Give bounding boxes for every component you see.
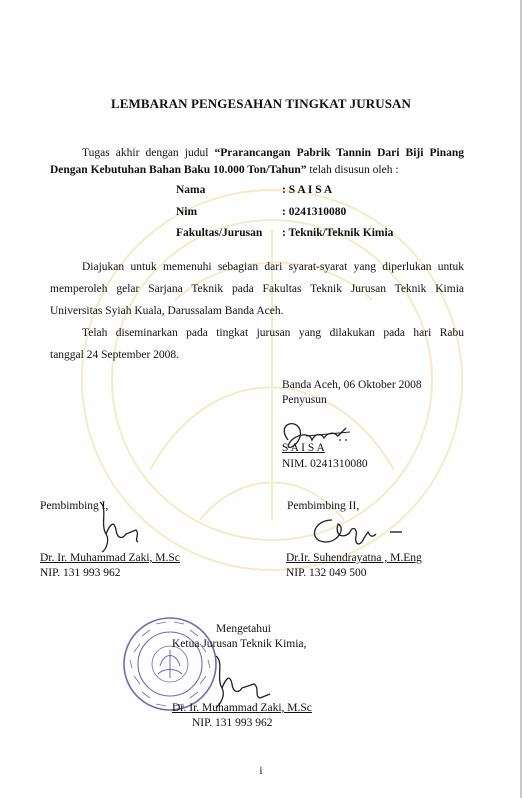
- thesis-title-part-1: “Prarancangan Pabrik Tannin Dari Biji Pinang: [214, 147, 465, 159]
- identity-label-faculty: Fakultas/Jurusan: [176, 227, 263, 239]
- purpose-paragraph: [50, 256, 464, 322]
- place-date: Banda Aceh, 06 Oktober 2008: [282, 379, 422, 391]
- purpose-line-1: Diajukan untuk memenuhi sebagian dari syarat-syarat yang diperlukan untuk: [82, 261, 464, 273]
- author-role: Penyusun: [282, 394, 327, 406]
- author-name: S A I S A: [282, 442, 325, 454]
- approval-label: Mengetahui: [216, 623, 271, 635]
- page-number: i: [259, 765, 263, 777]
- supervisor1-name: Dr. Ir. Muhammad Zaki, M.Sc: [40, 552, 180, 564]
- supervisor1-nip: NIP. 131 993 962: [40, 567, 121, 579]
- seminar-line-2: tanggal 24 September 2008.: [50, 349, 180, 361]
- intro-line-2: Dengan Kebutuhan Bahan Baku 10.000 Ton/Tahun” telah disusun oleh :: [50, 164, 399, 176]
- identity-value-faculty: : Teknik/Teknik Kimia: [282, 227, 394, 239]
- purpose-line-2: memperoleh gelar Sarjana Teknik pada Fakultas Teknik Jurusan Teknik Kimia: [50, 283, 464, 295]
- supervisor1-role: Pembimbing I,: [40, 500, 109, 512]
- purpose-line-3: Universitas Syiah Kuala, Darussalam Banda Aceh.: [50, 305, 284, 317]
- approval-nip: NIP. 131 993 962: [192, 717, 273, 729]
- supervisor1-signature: [86, 494, 146, 556]
- approval-name: Dr. Ir. Muhammad Zaki, M.Sc: [172, 702, 312, 714]
- supervisor2-signature: [298, 508, 408, 554]
- supervisor2-nip: NIP. 132 049 500: [286, 567, 367, 579]
- intro-line-1: Tugas akhir dengan judul “Prarancangan Pabrik Tannin Dari Biji Pinang: [82, 147, 465, 159]
- page-title: LEMBARAN PENGESAHAN TINGKAT JURUSAN: [110, 96, 411, 111]
- supervisor2-name: Dr.Ir. Suhendrayatna , M.Eng: [286, 552, 422, 564]
- identity-value-nim: : 0241310080: [282, 206, 347, 218]
- identity-label-name: Nama: [176, 184, 206, 196]
- approval-role: Ketua Jurusan Teknik Kimia,: [172, 638, 307, 650]
- seminar-paragraph: [50, 322, 464, 366]
- author-nim: NIM. 0241310080: [282, 458, 368, 470]
- identity-value-name: : S A I S A: [282, 184, 333, 196]
- seminar-line-1: Telah diseminarkan pada tingkat jurusan yang dilakukan pada hari Rabu: [82, 327, 464, 339]
- intro-paragraph-2: [50, 160, 464, 180]
- supervisor2-role: Pembimbing II,: [287, 500, 360, 512]
- thesis-title-part-2: Dengan Kebutuhan Bahan Baku 10.000 Ton/Tahun”: [50, 164, 307, 176]
- identity-label-nim: Nim: [176, 206, 198, 218]
